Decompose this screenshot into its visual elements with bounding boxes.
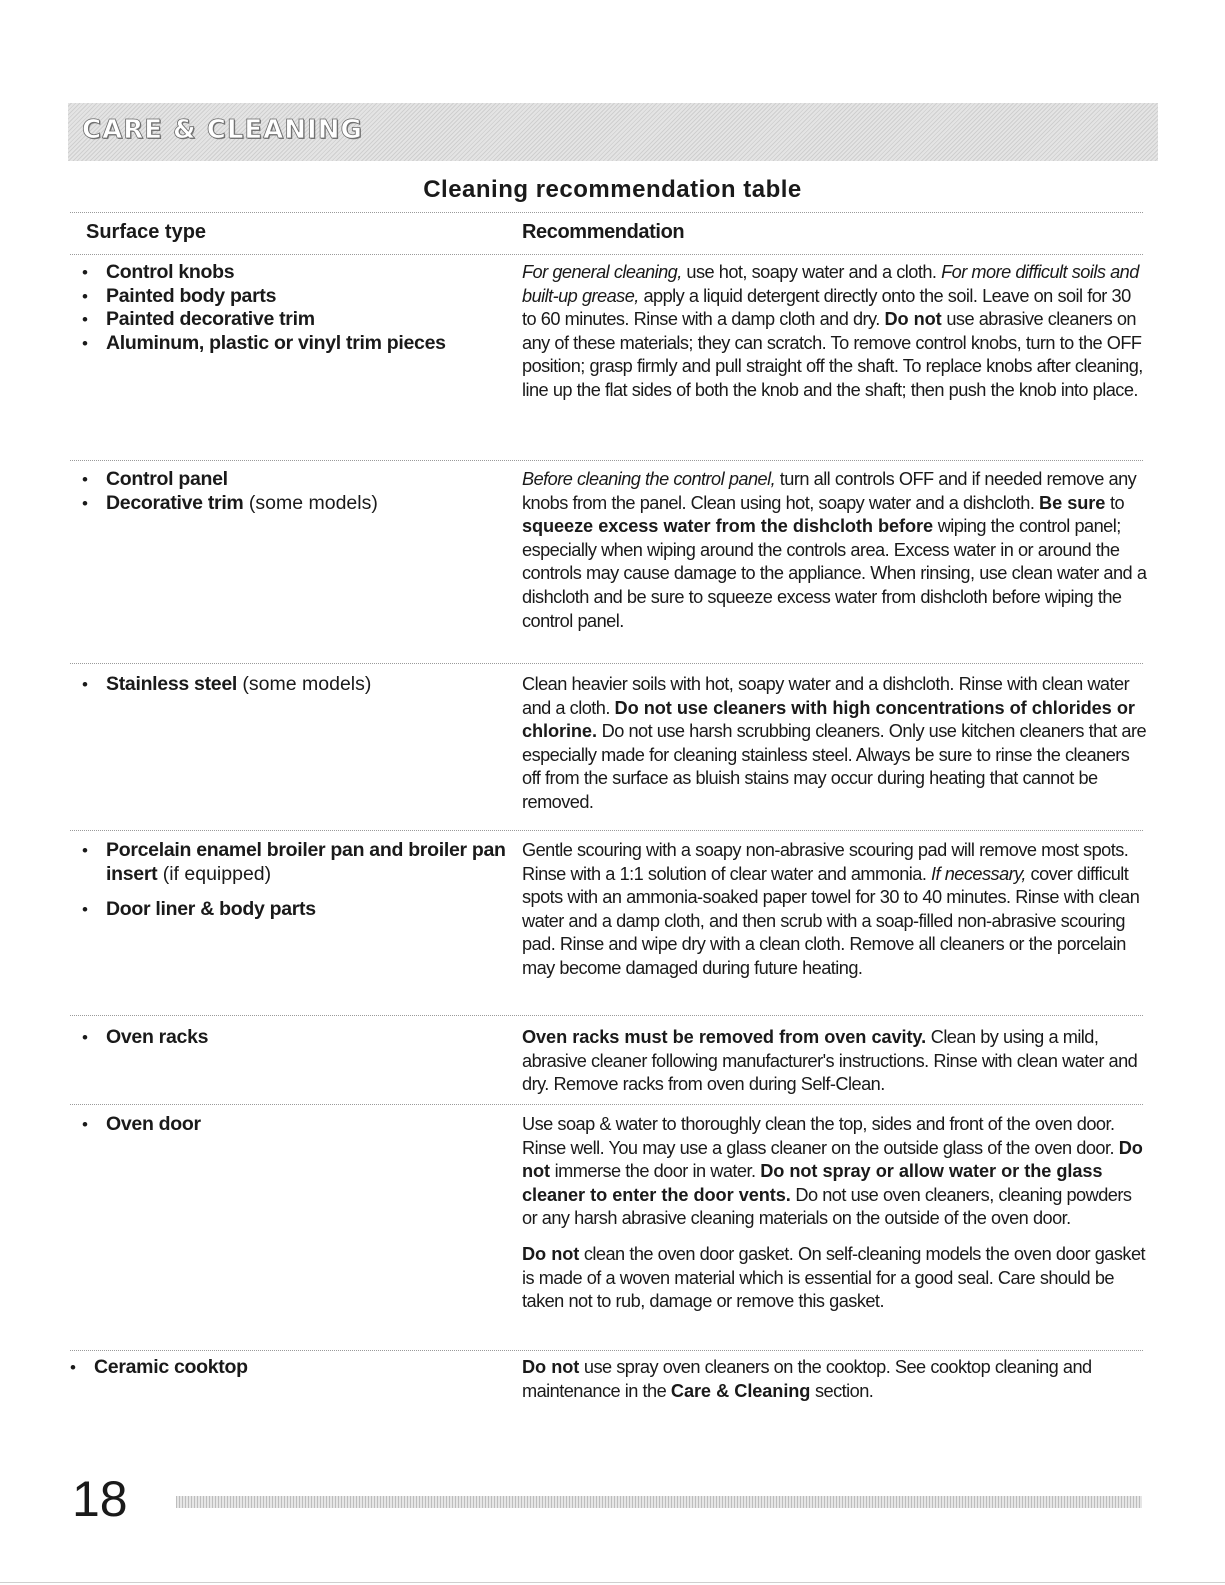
row-divider <box>70 830 1143 831</box>
recommendation-cell <box>522 839 1147 981</box>
recommendation-cell <box>522 1026 1147 1097</box>
row-divider <box>70 1104 1143 1105</box>
row-divider <box>70 1015 1143 1016</box>
page-number: 18 <box>72 1471 128 1527</box>
column-header-surface-type: Surface type <box>86 221 207 243</box>
surface-item: • Painted body parts <box>80 285 510 309</box>
surface-item: • Oven racks <box>80 1026 510 1050</box>
row-divider <box>70 460 1143 461</box>
column-header-recommendation: Recommendation <box>522 221 685 243</box>
surface-cell <box>68 1356 498 1380</box>
surface-item: • Aluminum, plastic or vinyl trim pieces <box>80 332 510 356</box>
surface-cell <box>80 261 510 355</box>
surface-cell <box>80 1113 510 1137</box>
surface-cell <box>80 673 510 697</box>
page-edge <box>0 1582 1225 1583</box>
recommendation-text: Oven racks must be removed from oven cavity. Clean by using a mild, abrasive cleaner following manufacturer's instructions. Rinse with clean water and dry. Remove racks from oven during Self-Clean. <box>522 1027 1138 1095</box>
recommendation-text: For general cleaning, use hot, soapy water and a cloth. For more difficult soils and built-up grease, apply a liquid detergent directly onto the soil. Leave on soil for 30 to 60 minutes. Rinse with a damp cloth and dry. Do not use abrasive cleaners on any of these materials; they can scratch. To remove control knobs, turn to the OFF position; grasp firmly and pull straight off the shaft. To replace knobs after cleaning, line up the flat sides of both the knob and the shaft; then push the knob into place. <box>522 262 1143 400</box>
surface-cell <box>80 468 510 515</box>
surface-item: • Door liner & body parts <box>80 898 510 922</box>
section-title: CARE & CLEANING <box>82 115 363 145</box>
divider <box>70 254 1143 255</box>
recommendation-text: Before cleaning the control panel, turn all controls OFF and if needed remove any knobs from the panel. Clean using hot, soapy water and a dishcloth. Be sure to squeeze excess water from the dishcloth before wiping the control panel; especially when wiping around the controls area. Excess water in or around the controls may cause damage to the appliance. When rinsing, use clean water and a dishcloth and be sure to squeeze excess water from dishcloth before wiping the control panel. <box>522 469 1147 631</box>
row-divider <box>70 663 1143 664</box>
surface-item: • Decorative trim (some models) <box>80 492 510 516</box>
row-divider <box>70 1350 1143 1351</box>
recommendation-text: Use soap & water to thoroughly clean the top, sides and front of the oven door. Rinse well. You may use a glass cleaner on the outside glass of the oven door. Do not immerse the door in water. Do not spray or allow water or the glass cleaner to enter the door vents. Do not use oven cleaners, cleaning powders or any harsh abrasive cleaning materials on the outside of the oven door. <box>522 1114 1143 1229</box>
recommendation-cell <box>522 1356 1147 1403</box>
recommendation-text: Do not use spray oven cleaners on the cooktop. See cooktop cleaning and maintenance in the Care & Cleaning section. <box>522 1357 1092 1401</box>
surface-item: • Painted decorative trim <box>80 308 510 332</box>
surface-item: • Ceramic cooktop <box>68 1356 498 1380</box>
recommendation-text: Gentle scouring with a soapy non-abrasive scouring pad will remove most spots. Rinse with a 1:1 solution of clear water and ammonia. If necessary, cover difficult spots with an ammonia-soaked paper towel for 30 to 40 minutes. Rinse with clean water and a damp cloth, and then scrub with a soap-filled non-abrasive scouring pad. Rinse and wipe dry with a clean cloth. Remove all cleaners or the porcelain may become damaged during future heating. <box>522 840 1140 978</box>
surface-item: • Control knobs <box>80 261 510 285</box>
section-banner <box>68 103 1158 161</box>
recommendation-text: Clean heavier soils with hot, soapy water and a dishcloth. Rinse with clean water and a cloth. Do not use cleaners with high concentrations of chlorides or chlorine. Do not use harsh scrubbing cleaners. Only use kitchen cleaners that are especially made for cleaning stainless steel. Always be sure to rinse the cleaners off from the surface as bluish stains may occur during heating that cannot be removed. <box>522 674 1147 812</box>
surface-cell <box>80 1026 510 1050</box>
recommendation-cell <box>522 468 1147 633</box>
surface-item: • Stainless steel (some models) <box>80 673 510 697</box>
recommendation-text: Do not clean the oven door gasket. On self-cleaning models the oven door gasket is made of a woven material which is essential for a good seal. Care should be taken not to rub, damage or remove this gasket. <box>522 1243 1146 1312</box>
surface-item: • Porcelain enamel broiler pan and broiler pan insert (if equipped) <box>80 839 510 886</box>
recommendation-cell <box>522 673 1147 815</box>
table-title: Cleaning recommendation table <box>423 176 802 203</box>
surface-cell <box>80 839 510 922</box>
footer-bar <box>176 1496 1142 1508</box>
divider <box>70 212 1143 213</box>
surface-item: • Oven door <box>80 1113 510 1137</box>
surface-item: • Control panel <box>80 468 510 492</box>
recommendation-cell <box>522 261 1147 403</box>
recommendation-cell <box>522 1113 1147 1314</box>
